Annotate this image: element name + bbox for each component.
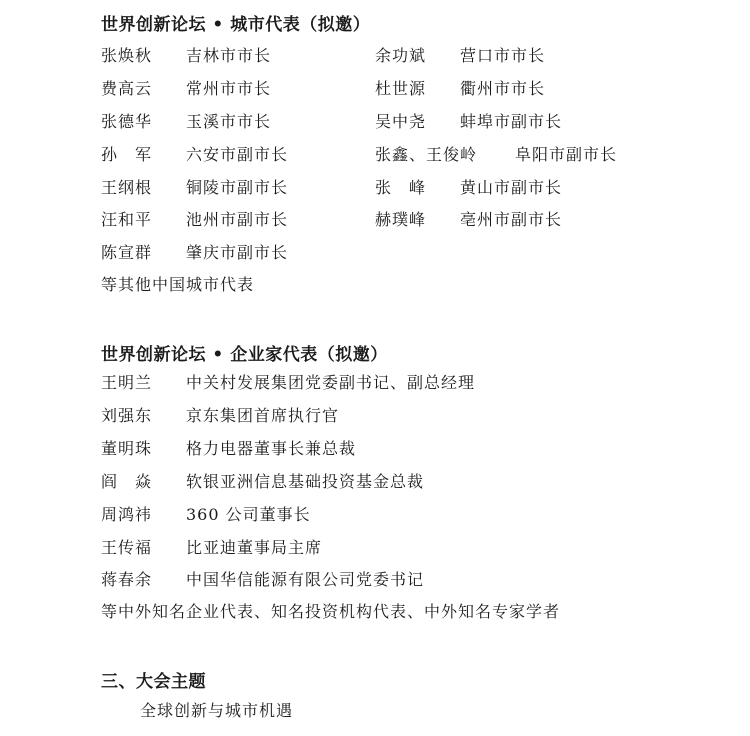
rep-name: 王明兰 xyxy=(101,373,153,392)
rep-title: 蚌埠市副市长 xyxy=(460,112,563,131)
rep-title: 格力电器董事长兼总裁 xyxy=(186,439,357,458)
city-rep-row xyxy=(101,111,271,133)
rep-title: 亳州市副市长 xyxy=(460,210,563,229)
city-rep-row xyxy=(101,45,271,67)
rep-title: 软银亚洲信息基础投资基金总裁 xyxy=(186,472,425,491)
rep-name: 刘强东 xyxy=(101,406,153,425)
rep-title: 六安市副市长 xyxy=(186,145,289,164)
rep-title: 360 公司董事长 xyxy=(186,505,311,524)
rep-name: 赫璞峰 xyxy=(375,210,427,229)
city-rep-row xyxy=(375,78,545,100)
rep-title: 池州市副市长 xyxy=(186,210,289,229)
city-rep-row xyxy=(375,209,562,231)
rep-title: 中国华信能源有限公司党委书记 xyxy=(186,570,425,589)
city-rep-row xyxy=(101,78,271,100)
rep-title: 衢州市市长 xyxy=(460,79,546,98)
city-rep-row xyxy=(375,177,562,199)
business-rep-row xyxy=(101,504,311,526)
business-section-footer: 等中外知名企业代表、知名投资机构代表、中外知名专家学者 xyxy=(101,602,561,621)
theme-text: 全球创新与城市机遇 xyxy=(140,701,294,720)
business-rep-row xyxy=(101,569,424,591)
rep-name: 蒋春余 xyxy=(101,570,153,589)
theme-section-heading: 三、大会主题 xyxy=(101,672,206,692)
business-rep-row xyxy=(101,438,356,460)
rep-title: 阜阳市副市长 xyxy=(515,145,618,164)
city-rep-row xyxy=(375,144,617,166)
business-rep-row xyxy=(101,405,339,427)
rep-title: 比亚迪董事局主席 xyxy=(186,538,323,557)
rep-title: 吉林市市长 xyxy=(186,46,272,65)
rep-name: 孙 军 xyxy=(101,145,153,164)
rep-title: 肇庆市副市长 xyxy=(186,243,289,262)
rep-name: 陈宣群 xyxy=(101,243,153,262)
rep-name: 王纲根 xyxy=(101,178,153,197)
rep-name: 汪和平 xyxy=(101,210,153,229)
rep-name: 王传福 xyxy=(101,538,153,557)
rep-name: 阎 焱 xyxy=(101,472,153,491)
city-rep-row xyxy=(375,45,545,67)
rep-title: 常州市市长 xyxy=(186,79,272,98)
business-rep-row xyxy=(101,537,322,559)
business-rep-row xyxy=(101,372,475,394)
rep-name: 张德华 xyxy=(101,112,153,131)
rep-title: 京东集团首席执行官 xyxy=(186,406,340,425)
rep-name: 吴中尧 xyxy=(375,112,427,131)
rep-name: 张 峰 xyxy=(375,178,427,197)
rep-name: 杜世源 xyxy=(375,79,427,98)
city-section-heading: 世界创新论坛 • 城市代表（拟邀） xyxy=(101,15,371,35)
rep-name: 余功斌 xyxy=(375,46,427,65)
city-rep-row xyxy=(101,209,288,231)
city-rep-row xyxy=(101,242,288,264)
rep-title: 中关村发展集团党委副书记、副总经理 xyxy=(186,373,476,392)
rep-name: 费高云 xyxy=(101,79,153,98)
city-rep-row xyxy=(375,111,562,133)
rep-name: 张鑫、王俊岭 xyxy=(375,145,478,164)
rep-name: 周鸿祎 xyxy=(101,505,153,524)
city-rep-row xyxy=(101,177,288,199)
rep-title: 铜陵市副市长 xyxy=(186,178,289,197)
rep-title: 营口市市长 xyxy=(460,46,546,65)
rep-name: 张焕秋 xyxy=(101,46,153,65)
city-rep-row xyxy=(101,144,288,166)
city-section-footer: 等其他中国城市代表 xyxy=(101,275,255,294)
rep-title: 玉溪市市长 xyxy=(186,112,272,131)
rep-name: 董明珠 xyxy=(101,439,153,458)
business-rep-row xyxy=(101,471,424,493)
rep-title: 黄山市副市长 xyxy=(460,178,563,197)
business-section-heading: 世界创新论坛 • 企业家代表（拟邀） xyxy=(101,345,388,365)
